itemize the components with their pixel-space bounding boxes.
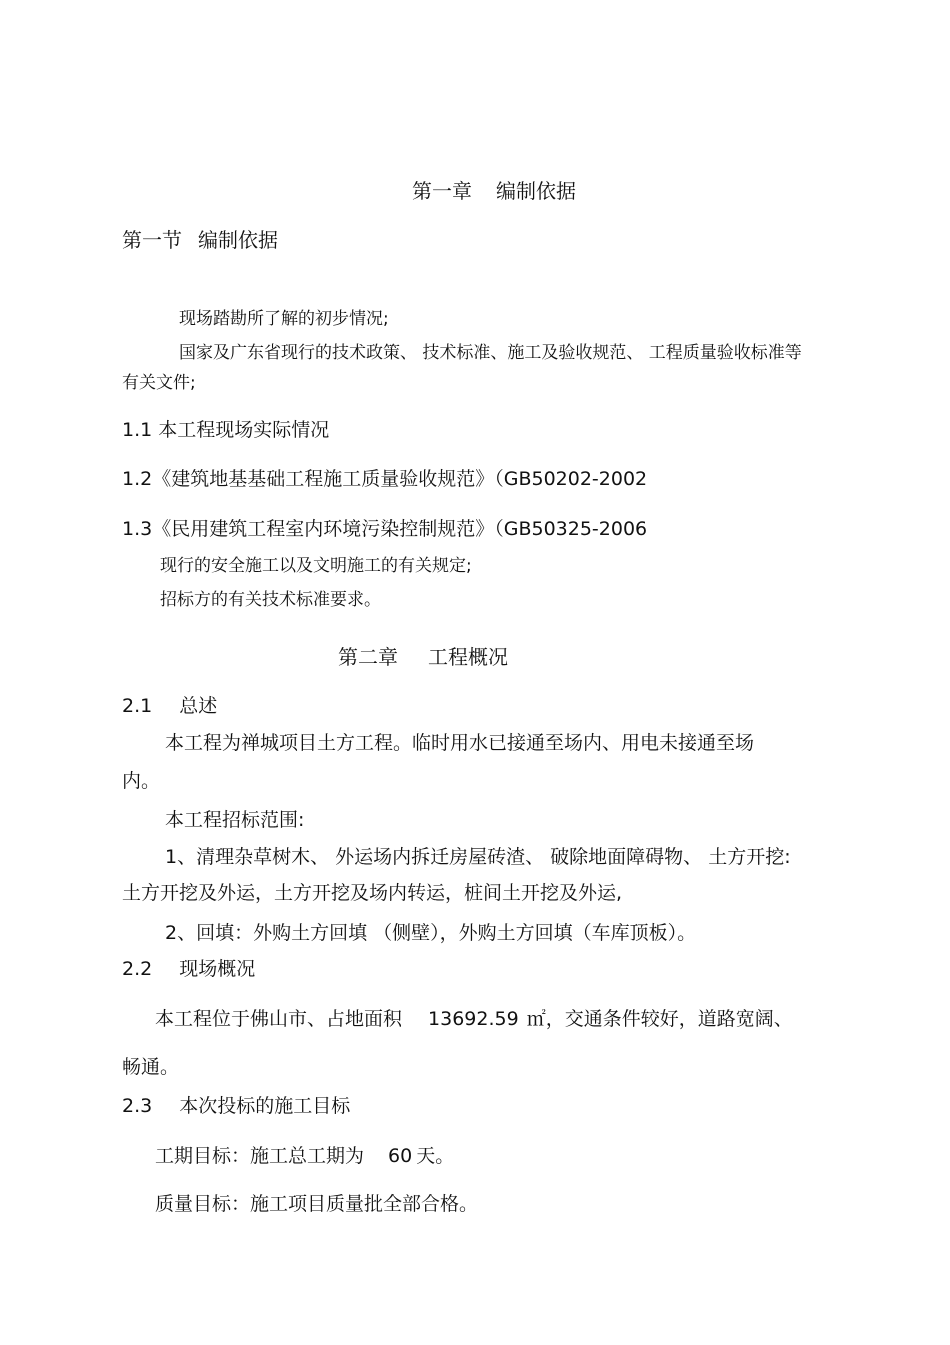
chapter-1-heading: [412, 181, 576, 201]
site-area-value: 13692.59: [428, 1008, 519, 1030]
schedule-goal-value: 60: [388, 1145, 413, 1167]
site-para-line-2: 畅通。: [122, 1056, 180, 1078]
section-2-1-heading: [122, 697, 217, 716]
section-1-title: 编制依据: [198, 228, 278, 252]
basis-national-line-1: 国家及广东省现行的技术政策、 技术标准、施工及验收规范、 工程质量验收标准等: [179, 343, 802, 363]
section-1-heading: [122, 230, 278, 250]
chapter-2-title: 工程概况: [428, 645, 508, 669]
site-para-prefix: 本工程位于佛山市、占地面积: [155, 1008, 403, 1030]
basis-item-1-2: 1.2《建筑地基基础工程施工质量验收规范》（GB50202-2002: [122, 468, 648, 490]
chapter-2-number: 第二章: [338, 645, 398, 669]
chapter-1-number: 第一章: [412, 179, 472, 203]
section-2-2-heading: [122, 960, 255, 979]
basis-item-1-3: 1.3《民用建筑工程室内环境污染控制规范》（GB50325-2006: [122, 518, 648, 540]
section-2-3-title: 本次投标的施工目标: [179, 1095, 351, 1117]
site-para-suffix: ，交通条件较好，道路宽阔、: [545, 1008, 793, 1030]
scope-item-1-line-1: 1、清理杂草树木、 外运场内拆迁房屋砖渣、 破除地面障碍物、 土方开挖:: [165, 846, 791, 868]
basis-tender: 招标方的有关技术标准要求。: [160, 590, 381, 610]
section-2-2-number: 2.2: [122, 958, 153, 980]
schedule-goal: [155, 1147, 454, 1166]
basis-national-line-2: 有关文件;: [122, 373, 196, 393]
scope-item-1-line-2: 土方开挖及外运，土方开挖及场内转运，桩间土开挖及外运,: [122, 882, 623, 904]
basis-safety: 现行的安全施工以及文明施工的有关规定;: [160, 556, 472, 576]
site-area-unit: ㎡: [526, 1008, 546, 1030]
section-2-2-title: 现场概况: [179, 958, 256, 980]
chapter-2-heading: [338, 647, 508, 667]
section-2-3-number: 2.3: [122, 1095, 153, 1117]
overview-para-line-1: 本工程为禅城项目土方工程。临时用水已接通至场内、用电未接通至场: [165, 732, 755, 754]
overview-para-line-2: 内。: [122, 770, 161, 792]
quality-goal: 质量目标：施工项目质量批全部合格。: [155, 1193, 479, 1215]
schedule-goal-suffix: 天。: [416, 1145, 455, 1167]
schedule-goal-prefix: 工期目标：施工总工期为: [155, 1145, 365, 1167]
basis-item-1-1: 1.1 本工程现场实际情况: [122, 419, 330, 441]
scope-title: 本工程招标范围:: [165, 809, 305, 831]
section-2-3-heading: [122, 1097, 350, 1116]
chapter-1-title: 编制依据: [496, 179, 576, 203]
scope-item-2: 2、回填：外购土方回填 （侧壁），外购土方回填（车库顶板）。: [165, 922, 697, 944]
section-2-1-number: 2.1: [122, 695, 153, 717]
basis-site-visit: 现场踏勘所了解的初步情况;: [179, 309, 389, 329]
site-para-line-1: [155, 1010, 793, 1029]
section-2-1-title: 总述: [179, 695, 218, 717]
section-1-number: 第一节: [122, 228, 182, 252]
